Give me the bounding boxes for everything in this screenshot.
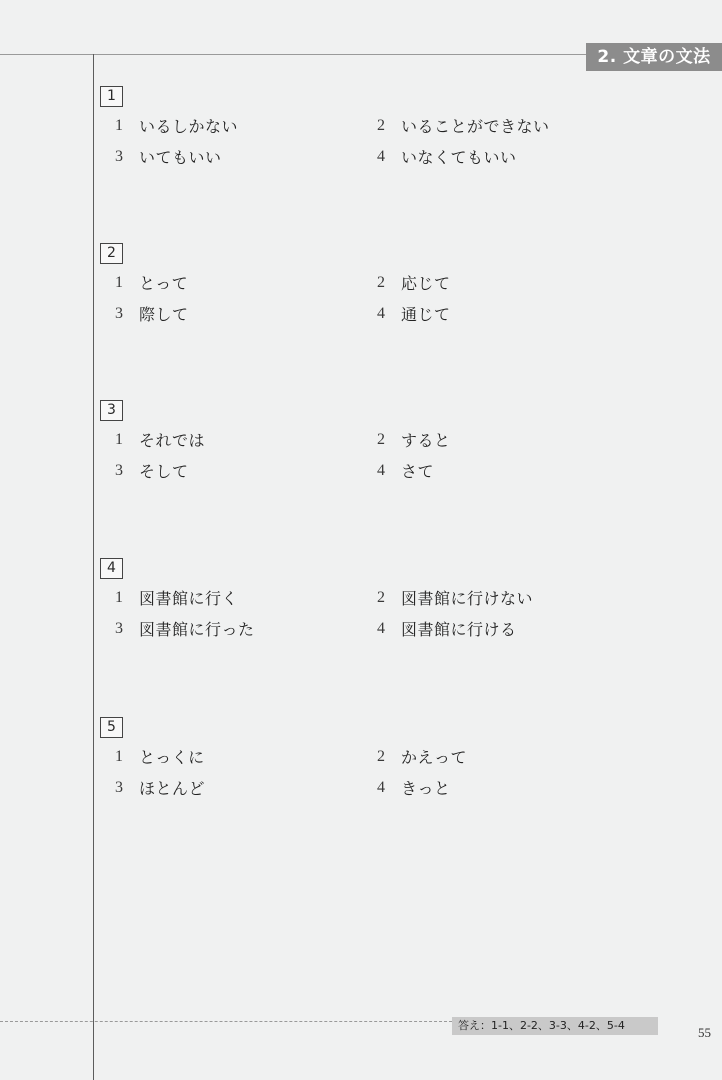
- option-text: そして: [139, 462, 189, 481]
- option-text: かえって: [401, 748, 468, 767]
- option-1: [115, 428, 205, 450]
- option-number: 1: [115, 116, 123, 134]
- question-number-box: 4: [100, 558, 123, 579]
- option-number: 2: [377, 273, 385, 291]
- answer-key: 答え：1-1、2-2、3-3、4-2、5-4: [452, 1017, 658, 1035]
- option-2: [377, 428, 451, 450]
- option-4: [377, 145, 517, 167]
- option-2: [377, 745, 467, 767]
- option-number: 4: [377, 461, 385, 479]
- option-text: すると: [401, 431, 451, 450]
- option-number: 1: [115, 588, 123, 606]
- option-3: [115, 459, 189, 481]
- option-1: [115, 271, 188, 293]
- option-text: 図書館に行く: [139, 589, 239, 608]
- option-number: 2: [377, 430, 385, 448]
- option-number: 2: [377, 116, 385, 134]
- option-2: [377, 271, 451, 293]
- option-4: [377, 617, 517, 639]
- option-1: [115, 745, 205, 767]
- option-text: きっと: [401, 779, 451, 798]
- option-4: [377, 776, 451, 798]
- option-text: いてもいい: [139, 148, 222, 167]
- option-number: 3: [115, 304, 123, 322]
- option-number: 3: [115, 147, 123, 165]
- option-3: [115, 776, 205, 798]
- option-3: [115, 145, 222, 167]
- option-text: とっくに: [139, 748, 205, 767]
- option-4: [377, 302, 451, 324]
- section-title-tab: 2. 文章の文法: [586, 43, 722, 71]
- option-text: 図書館に行けない: [401, 589, 534, 608]
- option-3: [115, 617, 255, 639]
- option-text: いなくてもいい: [401, 148, 517, 167]
- option-4: [377, 459, 434, 481]
- option-text: 図書館に行ける: [401, 620, 517, 639]
- option-3: [115, 302, 189, 324]
- option-number: 3: [115, 619, 123, 637]
- option-number: 2: [377, 588, 385, 606]
- option-text: いることができない: [401, 117, 550, 136]
- page-number: 55: [698, 1025, 711, 1040]
- question-number-box: 5: [100, 717, 123, 738]
- margin-rule: [93, 54, 94, 1080]
- option-number: 2: [377, 747, 385, 765]
- option-text: 際して: [139, 305, 189, 324]
- option-text: さて: [401, 462, 435, 481]
- question-number-box: 2: [100, 243, 123, 264]
- question-number-box: 3: [100, 400, 123, 421]
- option-text: それでは: [139, 431, 206, 450]
- question-number-box: 1: [100, 86, 123, 107]
- option-number: 4: [377, 778, 385, 796]
- option-text: ほとんど: [139, 779, 206, 798]
- option-text: 応じて: [401, 274, 451, 293]
- option-text: いるしかない: [139, 117, 239, 136]
- option-2: [377, 586, 533, 608]
- footer-dashed-rule: [0, 1021, 452, 1022]
- option-1: [115, 586, 238, 608]
- option-number: 4: [377, 147, 385, 165]
- option-number: 1: [115, 273, 123, 291]
- option-number: 3: [115, 778, 123, 796]
- option-1: [115, 114, 238, 136]
- option-text: 図書館に行った: [139, 620, 255, 639]
- option-number: 4: [377, 304, 385, 322]
- option-text: とって: [139, 274, 189, 293]
- option-text: 通じて: [401, 305, 451, 324]
- option-number: 3: [115, 461, 123, 479]
- option-2: [377, 114, 550, 136]
- option-number: 1: [115, 747, 123, 765]
- option-number: 4: [377, 619, 385, 637]
- option-number: 1: [115, 430, 123, 448]
